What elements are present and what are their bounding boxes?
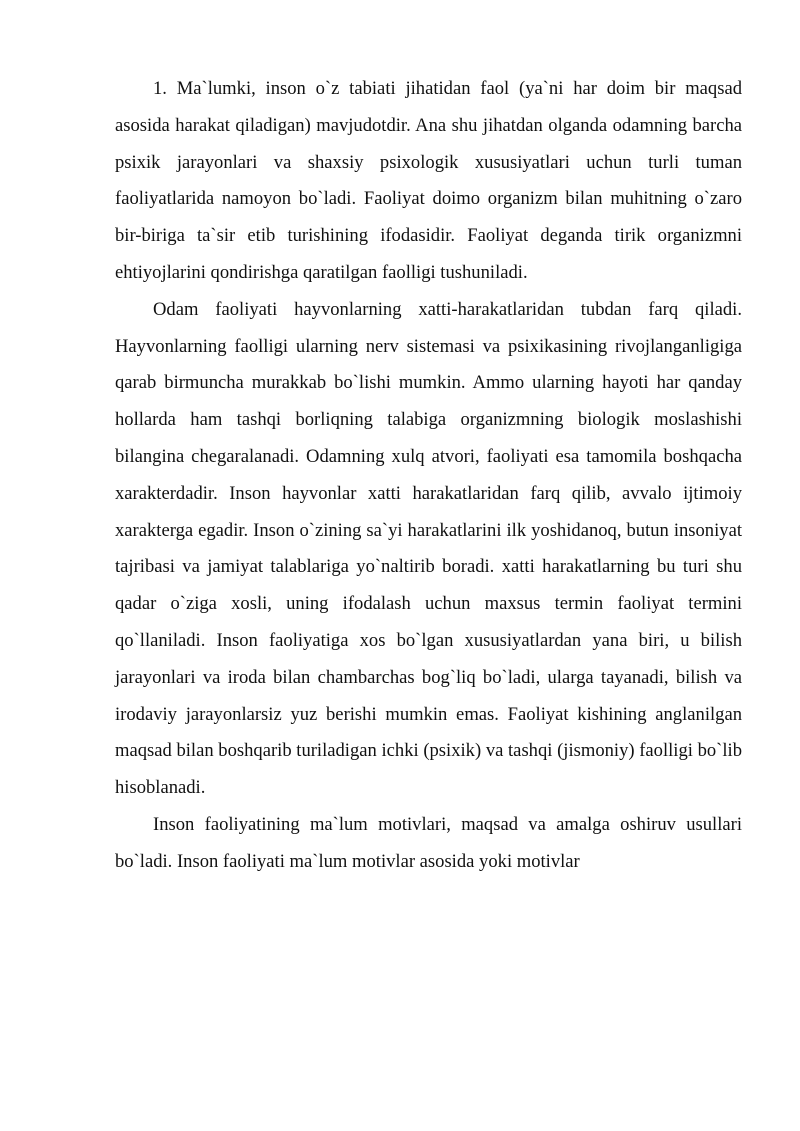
paragraph-activity-definition: 1. Ma`lumki, inson o`z tabiati jihatidan faol (ya`ni har doim bir maqsad asosida harakat qiladigan) mavjudotdir. Ana shu jihatdan olganda odamning barcha psixik jarayonlari va shaxsiy psixologik xususiyatlari uchun turli tuman faoliyatlarida namoyon bo`ladi. Faoliyat doimo organizm bilan muhitning o`zaro bir-biriga ta`sir etib turishining ifodasidir. Faoliyat deganda tirik organizmni ehtiyojlarini qondirishga qaratilgan faolligi tushuniladi. xyxy=(115,78,742,283)
paragraph-human-vs-animal: Odam faoliyati hayvonlarning xatti-harakatlaridan tubdan farq qiladi. Hayvonlarning faolligi ularning nerv sistemasi va psixikasining rivojlanganligiga qarab birmuncha murakkab bo`lishi mumkin. Ammo ularning hayoti har qanday hollarda ham tashqi borliqning talabiga organizmning biologik moslashishi bilangina chegaralanadi. Odamning xulq atvori, faoliyati esa tamomila boshqacha xarakterdadir. Inson hayvonlar xatti harakatlaridan farq qilib, avvalo ijtimoiy xarakterga egadir. Inson o`zining sa`yi harakatlarini ilk yoshidanoq, butun insoniyat tajribasi va jamiyat talablariga yo`naltirib boradi. xatti harakatlarning bu turi shu qadar o`ziga xosli, uning ifodalash uchun maxsus termin faoliyat termini qo`llaniladi. Inson faoliyatiga xos bo`lgan xususiyatlardan yana biri, u bilish jarayonlari va iroda bilan chambarchas bog`liq bo`ladi, ularga tayanadi, bilish va irodaviy jarayonlarsiz yuz berishi mumkin emas. Faoliyat kishining anglanilgan maqsad bilan boshqarib turiladigan ichki (psixik) va tashqi (jismoniy) faolligi bo`lib hisoblanadi. xyxy=(115,298,742,799)
paragraph-activity-motives: Inson faoliyatining ma`lum motivlari, maqsad va amalga oshiruv usullari bo`ladi. Inson faoliyati ma`lum motivlar asosida yoki motivlar xyxy=(115,813,742,872)
document-page xyxy=(115,71,742,881)
